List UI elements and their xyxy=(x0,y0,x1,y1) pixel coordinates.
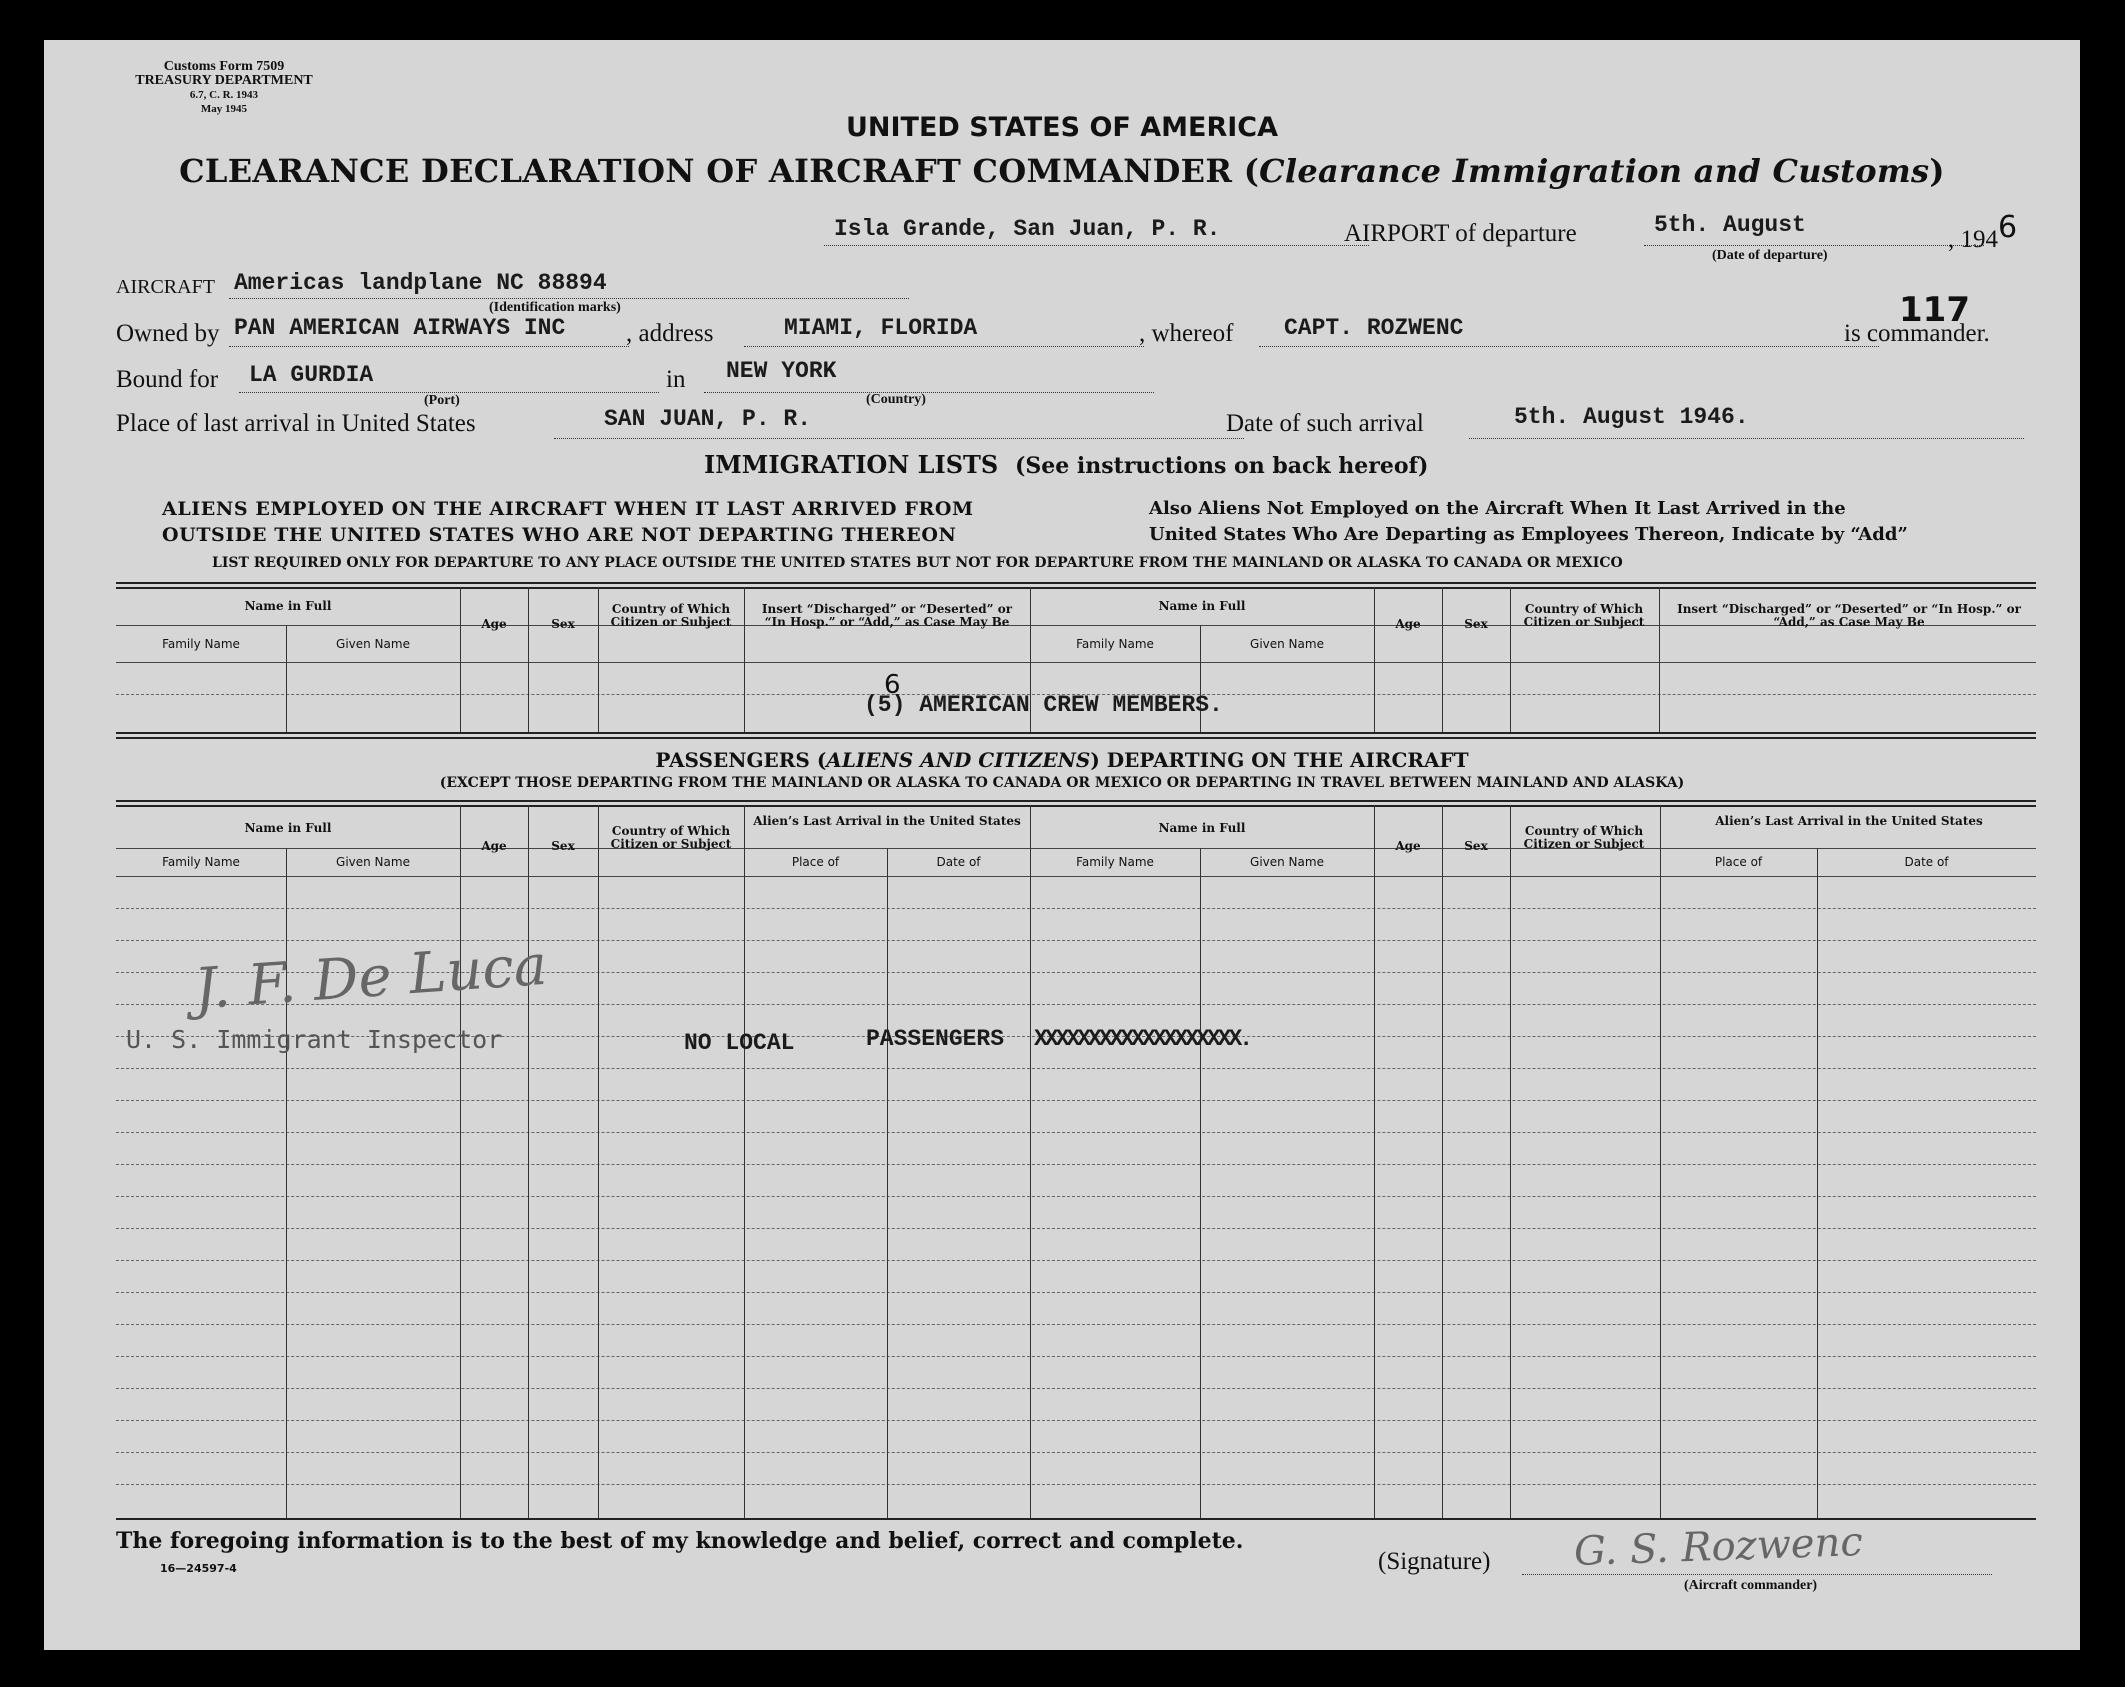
passenger-row-rule xyxy=(116,1164,2036,1165)
pass-col-given-left: Given Name xyxy=(336,855,410,869)
pass-col-arrival-left: Alien’s Last Arrival in the United States xyxy=(753,814,1021,828)
passenger-row-rule xyxy=(116,1356,2036,1357)
commander-signature: G. S. Rozwenc xyxy=(1573,1518,1864,1576)
pass-col-date-left: Date of xyxy=(936,855,981,869)
pass-col-sex-right: Sex xyxy=(1464,839,1488,853)
airport-value: Isla Grande, San Juan, P. R. xyxy=(834,216,1221,242)
imm-col-country-right: Country of Which Citizen or Subject xyxy=(1523,602,1645,629)
passenger-row-rule xyxy=(116,1068,2036,1069)
airport-label: AIRPORT of departure xyxy=(1344,220,1577,247)
customs-form-page xyxy=(44,40,2080,1650)
commander-value: CAPT. ROZWENC xyxy=(1284,315,1464,341)
in-label: in xyxy=(666,366,686,393)
crew-entry: (5) AMERICAN CREW MEMBERS. xyxy=(864,692,1223,718)
passenger-row-rule xyxy=(116,1228,2036,1229)
print-code: 16—24597-4 xyxy=(160,1562,237,1575)
departure-year xyxy=(1948,210,2018,255)
right-heading-2: United States Who Are Departing as Employees Thereon, Indicate by “Add” xyxy=(1149,524,1908,545)
pass-col-name-right: Name in Full xyxy=(1158,821,1246,835)
pass-col-arrival-right: Alien’s Last Arrival in the United States xyxy=(1715,814,1983,828)
form-date: May 1945 xyxy=(200,103,248,115)
port-caption: (Port) xyxy=(424,393,460,408)
address-value: MIAMI, FLORIDA xyxy=(784,315,978,341)
aircraft-label: AIRCRAFT xyxy=(116,276,215,298)
passenger-row-rule xyxy=(116,1324,2036,1325)
pass-col-country-left: Country of Which Citizen or Subject xyxy=(610,824,732,851)
immigration-title-text: IMMIGRATION LISTS xyxy=(704,450,999,479)
departure-date-value: 5th. August xyxy=(1654,212,1806,238)
handwritten-number: 117 xyxy=(1899,290,1970,330)
passenger-row-rule xyxy=(116,1260,2036,1261)
pass-col-country-right: Country of Which Citizen or Subject xyxy=(1523,824,1645,851)
imm-col-family-right: Family Name xyxy=(1076,637,1154,651)
title-main: CLEARANCE DECLARATION OF AIRCRAFT COMMANDER ( xyxy=(179,152,1260,190)
title-italic: Clearance Immigration and Customs xyxy=(1259,152,1930,190)
form-regulation: 6.7, C. R. 1943 xyxy=(189,89,259,101)
pass-col-age-right: Age xyxy=(1395,839,1421,853)
port-value: LA GURDIA xyxy=(249,362,374,388)
pass-col-date-right: Date of xyxy=(1904,855,1949,869)
departure-year-digit: 6 xyxy=(1998,210,2018,245)
imm-col-age-right: Age xyxy=(1395,617,1421,631)
passengers-subtitle: (EXCEPT THOSE DEPARTING FROM THE MAINLAND OR ALASKA TO CANADA OR MEXICO OR DEPARTING IN TRAVEL BETWEEN MAINLAND AND ALASKA) xyxy=(439,775,1685,791)
imm-col-sex-left: Sex xyxy=(551,617,575,631)
form-title xyxy=(44,152,2080,190)
passenger-row-rule xyxy=(116,1452,2036,1453)
pass-col-place-left: Place of xyxy=(791,855,840,869)
aircraft-caption: (Identification marks) xyxy=(489,300,621,315)
signature-label: (Signature) xyxy=(1378,1548,1491,1575)
passenger-row-rule xyxy=(116,1388,2036,1389)
passenger-row-rule xyxy=(116,1420,2036,1421)
pass-col-family-left: Family Name xyxy=(162,855,240,869)
immigration-title xyxy=(704,450,1428,479)
owner-label: Owned by xyxy=(116,320,220,347)
country-caption: (Country) xyxy=(866,392,926,407)
form-number: Customs Form 7509 xyxy=(163,59,285,74)
country-title: UNITED STATES OF AMERICA xyxy=(845,112,1279,143)
bound-label: Bound for xyxy=(116,366,219,393)
passenger-entry-2: PASSENGERS xyxy=(866,1026,1005,1052)
pass-col-age-left: Age xyxy=(481,839,507,853)
pass-col-sex-left: Sex xyxy=(551,839,575,853)
passenger-entry-1: NO LOCAL xyxy=(684,1030,795,1056)
imm-col-given-right: Given Name xyxy=(1250,637,1324,651)
passengers-title-italic: ALIENS AND CITIZENS xyxy=(826,748,1091,772)
passengers-title xyxy=(44,748,2080,772)
passengers-title-2: ) DEPARTING ON THE AIRCRAFT xyxy=(1090,748,1469,772)
imm-col-country-left: Country of Which Citizen or Subject xyxy=(610,602,732,629)
arrival-date-label: Date of such arrival xyxy=(1226,410,1424,437)
imm-col-sex-right: Sex xyxy=(1464,617,1488,631)
last-arrival-label: Place of last arrival in United States xyxy=(116,410,476,437)
inspector-title: U. S. Immigrant Inspector xyxy=(126,1025,503,1054)
requirement-note: LIST REQUIRED ONLY FOR DEPARTURE TO ANY PLACE OUTSIDE THE UNITED STATES BUT NOT FOR DEPARTURE FROM THE MAINLAND OR ALASKA TO CANADA OR MEXICO xyxy=(212,555,1623,571)
pass-col-given-right: Given Name xyxy=(1250,855,1324,869)
inspector-signature: J. F. De Luca xyxy=(192,932,550,1023)
arrival-date-value: 5th. August 1946. xyxy=(1514,404,1749,430)
imm-col-age-left: Age xyxy=(481,617,507,631)
imm-col-name-right: Name in Full xyxy=(1158,599,1246,613)
passenger-row-rule xyxy=(116,1196,2036,1197)
pass-col-name-left: Name in Full xyxy=(244,821,332,835)
passenger-row-rule xyxy=(116,1292,2036,1293)
pass-col-family-right: Family Name xyxy=(1076,855,1154,869)
address-label: , address xyxy=(626,320,714,347)
immigration-note: (See instructions on back hereof) xyxy=(1014,453,1429,479)
left-heading xyxy=(162,496,974,548)
departure-year-prefix: , 194 xyxy=(1948,226,1998,253)
imm-col-insert-right: Insert “Discharged” or “Deserted” or “In Hosp.” or “Add,” as Case May Be xyxy=(1677,602,2021,629)
passenger-row-rule xyxy=(116,1100,2036,1101)
imm-col-family-left: Family Name xyxy=(162,637,240,651)
certification-statement: The foregoing information is to the best of my knowledge and belief, correct and complete. xyxy=(116,1528,1244,1554)
last-arrival-value: SAN JUAN, P. R. xyxy=(604,406,812,432)
left-heading-2: OUTSIDE THE UNITED STATES WHO ARE NOT DEPARTING THEREON xyxy=(162,524,957,546)
form-department: TREASURY DEPARTMENT xyxy=(135,73,313,88)
departure-date-caption: (Date of departure) xyxy=(1712,248,1828,263)
crew-correction: 6 xyxy=(884,670,901,700)
right-heading-1: Also Aliens Not Employed on the Aircraft When It Last Arrived in the xyxy=(1149,498,1846,519)
passenger-row-rule xyxy=(116,1132,2036,1133)
pass-col-place-right: Place of xyxy=(1714,855,1763,869)
imm-col-name-left: Name in Full xyxy=(244,599,332,613)
form-identifier xyxy=(124,60,324,116)
owner-value: PAN AMERICAN AIRWAYS INC xyxy=(234,315,566,341)
country-value: NEW YORK xyxy=(726,358,837,384)
imm-col-insert-left: Insert “Discharged” or “Deserted” or “In Hosp.” or “Add,” as Case May Be xyxy=(761,602,1013,629)
passenger-row-rule xyxy=(116,908,2036,909)
left-heading-1: ALIENS EMPLOYED ON THE AIRCRAFT WHEN IT LAST ARRIVED FROM xyxy=(162,498,974,520)
title-close: ) xyxy=(1929,152,1945,190)
passenger-entry-struck: XXXXXXXXXXXXXXXXXXX. xyxy=(1034,1026,1251,1052)
imm-col-given-left: Given Name xyxy=(336,637,410,651)
right-heading xyxy=(1149,496,1908,548)
whereof-label: , whereof xyxy=(1139,320,1234,347)
aircraft-value: Americas landplane NC 88894 xyxy=(234,270,607,296)
signature-caption: (Aircraft commander) xyxy=(1684,1578,1818,1593)
passengers-title-1: PASSENGERS ( xyxy=(655,748,827,772)
passenger-row-rule xyxy=(116,1484,2036,1485)
commander-label: is commander. xyxy=(1844,320,1990,347)
passenger-row-rule xyxy=(116,940,2036,941)
